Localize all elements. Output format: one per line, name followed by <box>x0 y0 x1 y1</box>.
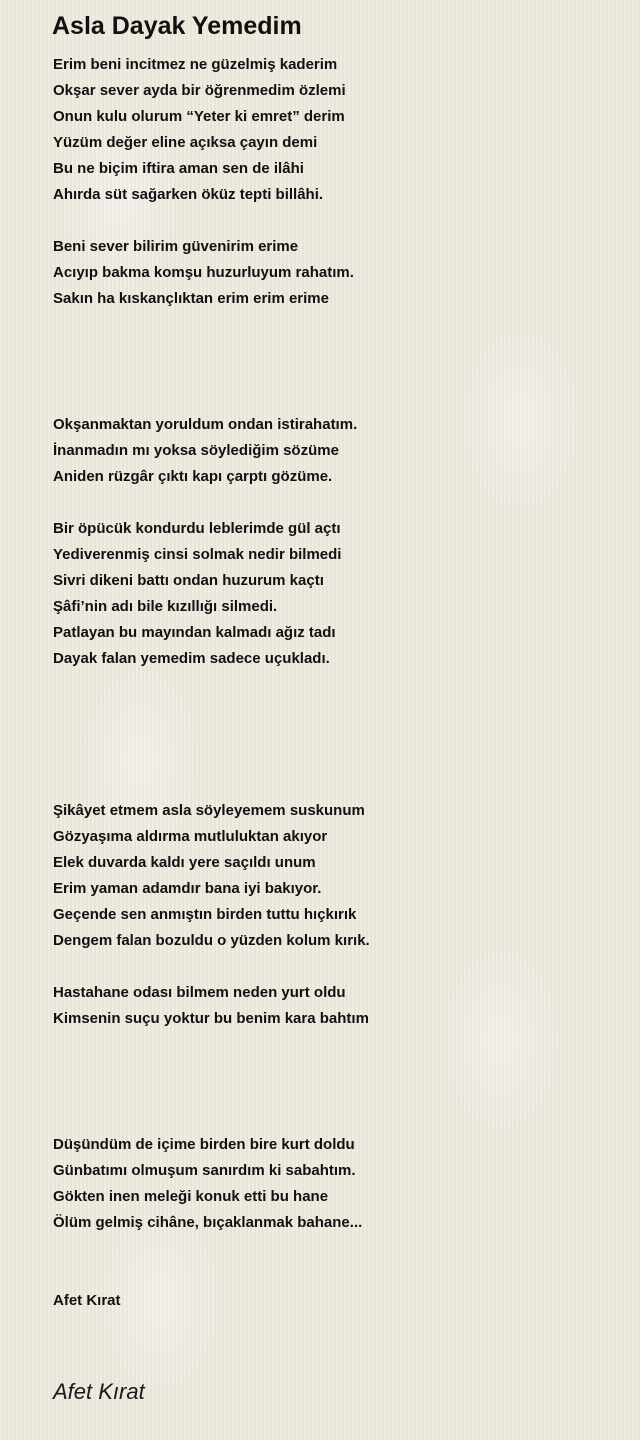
poem-line: Yüzüm değer eline açıksa çayın demi <box>53 134 318 151</box>
poem-line: Şâfi’nin adı bile kızıllığı silmedi. <box>53 598 278 615</box>
poem-line: Okşar sever ayda bir öğrenmedim özlemi <box>53 82 346 99</box>
poem-line: Okşanmaktan yoruldum ondan istirahatım. <box>53 416 358 433</box>
author-signature: Afet Kırat <box>53 1379 145 1404</box>
poem-line: Erim yaman adamdır bana iyi bakıyor. <box>53 880 322 897</box>
author-name: Afet Kırat <box>53 1292 121 1309</box>
stanza <box>53 52 346 208</box>
poem-line: Düşündüm de içime birden bire kurt doldu <box>53 1136 355 1153</box>
stanza <box>53 798 370 954</box>
poem-title: Asla Dayak Yemedim <box>52 12 302 40</box>
poem-line: Dayak falan yemedim sadece uçukladı. <box>53 650 330 667</box>
poem-line: Geçende sen anmıştın birden tuttu hıçkırık <box>53 906 357 923</box>
poem-line: Günbatımı olmuşum sanırdım ki sabahtım. <box>53 1162 356 1179</box>
poem-line: Gözyaşıma aldırma mutluluktan akıyor <box>53 828 328 845</box>
poem-line: Şikâyet etmem asla söyleyemem suskunum <box>53 802 365 819</box>
poem-line: Bir öpücük kondurdu leblerimde gül açtı <box>53 520 341 537</box>
poem-line: Hastahane odası bilmem neden yurt oldu <box>53 984 346 1001</box>
poem-line: Erim beni incitmez ne güzelmiş kaderim <box>53 56 338 73</box>
poem-line: Elek duvarda kaldı yere saçıldı unum <box>53 854 316 871</box>
poem-line: Yediverenmiş cinsi solmak nedir bilmedi <box>53 546 342 563</box>
poem-line: Aniden rüzgâr çıktı kapı çarptı gözüme. <box>53 468 333 485</box>
stanza <box>53 1132 362 1236</box>
poem-line: Ahırda süt sağarken öküz tepti billâhi. <box>53 186 324 203</box>
poem-line: Bu ne biçim iftira aman sen de ilâhi <box>53 160 304 177</box>
stanza <box>53 980 369 1032</box>
poem-line: Patlayan bu mayından kalmadı ağız tadı <box>53 624 336 641</box>
stanza <box>53 412 357 490</box>
poem-line: Dengem falan bozuldu o yüzden kolum kırık. <box>53 932 370 949</box>
poem-line: Sivri dikeni battı ondan huzurum kaçtı <box>53 572 324 589</box>
poem-line: Beni sever bilirim güvenirim erime <box>53 238 299 255</box>
poem-line: Ölüm gelmiş cihâne, bıçaklanmak bahane... <box>53 1214 363 1231</box>
poem-line: Gökten inen meleği konuk etti bu hane <box>53 1188 329 1205</box>
poem-line: Acıyıp bakma komşu huzurluyum rahatım. <box>53 264 354 281</box>
poem-line: İnanmadın mı yoksa söylediğim sözüme <box>53 442 339 459</box>
stanza <box>53 234 354 312</box>
poem-line: Kimsenin suçu yoktur bu benim kara bahtım <box>53 1010 369 1027</box>
poem-line: Sakın ha kıskançlıktan erim erim erime <box>53 290 329 307</box>
poem-line: Onun kulu olurum “Yeter ki emret” derim <box>53 108 345 125</box>
stanza <box>53 516 341 672</box>
